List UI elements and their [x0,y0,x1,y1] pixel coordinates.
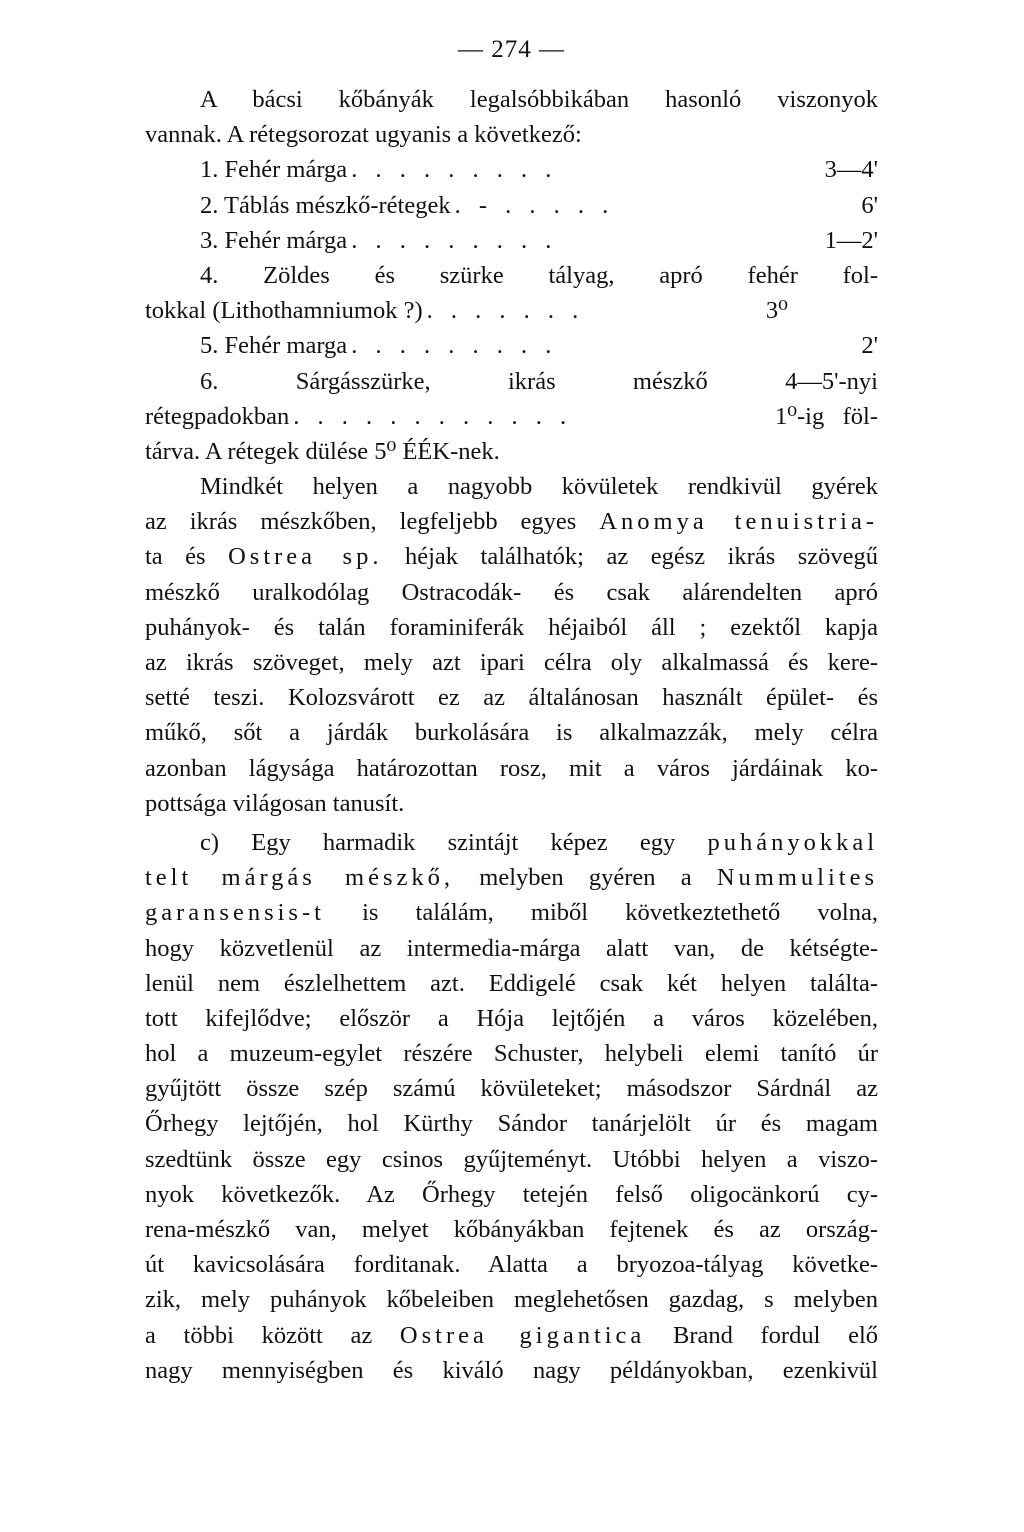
para2-text: c) Egy harmadik szintájt képez egy [200,828,676,856]
para1-text: az ikrás mészkőben, legfeljebb egyes [145,508,577,536]
leader-dots: . . . . . . . . . [351,226,558,254]
layer-thickness: 6' [861,191,878,219]
para2-line-1 [145,825,878,860]
para1-line-7: setté teszi. Kolozsvárott ez az általánosan használt épület- és [145,684,878,712]
para2-line-12: rena-mészkő van, melyet kőbányákban fejtenek és az ország- [145,1216,878,1243]
para1-text: héjak találhatók; az egész ikrás szövegű [404,543,879,571]
para2-line-3 [145,895,878,930]
layer-label: 5. Fehér marga [200,332,348,360]
leader-dots: . . . . . . . . . . . . [293,402,573,430]
species-name-anomya: Anomya tenuistria- [599,508,879,536]
page-number: — 274 — [458,36,565,63]
para1-line-9: azonban lágysága határozottan rosz, mit a város járdáinak ko- [145,754,878,782]
layer-label: 1. Fehér márga [200,156,348,184]
layer-item-1 [145,152,878,187]
layer-thickness: 1⁰-ig föl- [774,402,878,430]
para1-line-2 [145,504,878,539]
para2-text: melyben gyéren a [479,864,692,892]
para2-line-4: hogy közvetlenül az intermedia-márga alatt van, de kétségte- [145,934,878,962]
para1-line-1: Mindkét helyen a nagyobb kövületek rendkivül gyérek [200,473,878,501]
para2-line-15 [145,1318,878,1353]
species-name-garansensis: garansensis-t [145,899,325,927]
leader-dots: . . . . . . . . . [351,332,558,360]
para2-line-14: zik, mely puhányok kőbeleiben meglehetősen gazdag, s melyben [145,1286,878,1314]
intro-line-2: vannak. A rétegsorozat ugyanis a következő: [145,121,582,149]
layer-thickness: 3—4' [824,156,878,184]
layer-item-2 [145,188,878,223]
layer-item-5 [145,328,878,363]
layer-item-6-line-2 [145,399,878,434]
layer-thickness: 3⁰ [765,297,788,325]
intro-line-1: A bácsi kőbányák legalsóbbikában hasonló viszonyok [200,86,878,113]
layer-thickness: 1—2' [824,226,878,254]
layer-label: 3. Fehér márga [200,226,348,254]
layer-label: 2. Táblás mészkő-rétegek [200,191,451,219]
para2-line-9: Őrhegy lejtőjén, hol Kürthy Sándor tanárjelölt úr és magam [145,1110,878,1138]
layer-item-6-line-1: 6. Sárgásszürke, ikrás mészkő 4—5'-nyi [200,367,878,395]
layer-item-4-line-2 [145,293,878,328]
para2-text: Brand fordul elő [672,1321,878,1349]
layer-item-6-line-3: tárva. A rétegek dülése 5⁰ ÉÉK-nek. [145,437,500,465]
para1-line-6: az ikrás szöveget, mely azt ipari célra oly alkalmassá és kere- [145,649,878,676]
spaced-term: telt márgás mészkő, [145,864,455,892]
para1-line-10: pottsága világosan tanusít. [145,789,405,817]
spaced-term: puhányokkal [707,828,879,856]
layer-item-3 [145,223,878,258]
species-name-ostrea-gigantica: Ostrea gigantica [399,1321,646,1349]
para2-line-8: gyűjtött össze szép számú kövületeket; másodszor Sárdnál az [145,1075,878,1103]
para2-line-10: szedtünk össze egy csinos gyűjteményt. Utóbbi helyen a viszo- [145,1145,878,1173]
para1-line-3 [145,539,878,574]
leader-dots: . - . . . . . [454,191,615,219]
para2-line-13: út kavicsolására forditanak. Alatta a bryozoa-tályag követke- [145,1251,878,1279]
para2-line-7: hol a muzeum-egylet részére Schuster, helybeli elemi tanító úr [145,1040,878,1068]
species-name-nummulites: Nummulites [716,864,878,892]
layer-item-4-line-1: 4. Zöldes és szürke tályag, apró fehér fol- [200,261,878,289]
layer-thickness: 2' [861,332,878,360]
para2-line-11: nyok következők. Az Őrhegy tetején felső oligocänkorú cy- [145,1180,878,1208]
para2-line-2 [145,860,878,895]
species-name-ostrea: Ostrea sp. [228,543,383,571]
para2-text: a többi között az [145,1321,373,1349]
para2-line-16: nagy mennyiségben és kiváló nagy példányokban, ezenkivül [145,1356,878,1384]
book-page [145,32,878,1388]
leader-dots: . . . . . . . . . [351,156,558,184]
para2-line-5: lenül nem észlelhettem azt. Eddigelé csak két helyen találta- [145,969,878,997]
para2-text: is találám, miből következtethető volna, [362,899,878,927]
para1-line-8: műkő, sőt a járdák burkolására is alkalmazzák, mely célra [145,719,878,747]
para1-text: ta és [145,543,206,571]
para1-line-5: puhányok- és talán foraminiferák héjaiból áll ; ezektől kapja [145,613,878,641]
layer-label: rétegpadokban [145,402,290,430]
para1-line-4: mészkő uralkodólag Ostracodák- és csak alárendelten apró [145,578,878,606]
leader-dots: . . . . . . . [426,297,585,325]
para2-line-6: tott kifejlődve; először a Hója lejtőjén a város közelében, [145,1004,878,1032]
layer-label: tokkal (Lithothamniumok ?) [145,297,423,325]
